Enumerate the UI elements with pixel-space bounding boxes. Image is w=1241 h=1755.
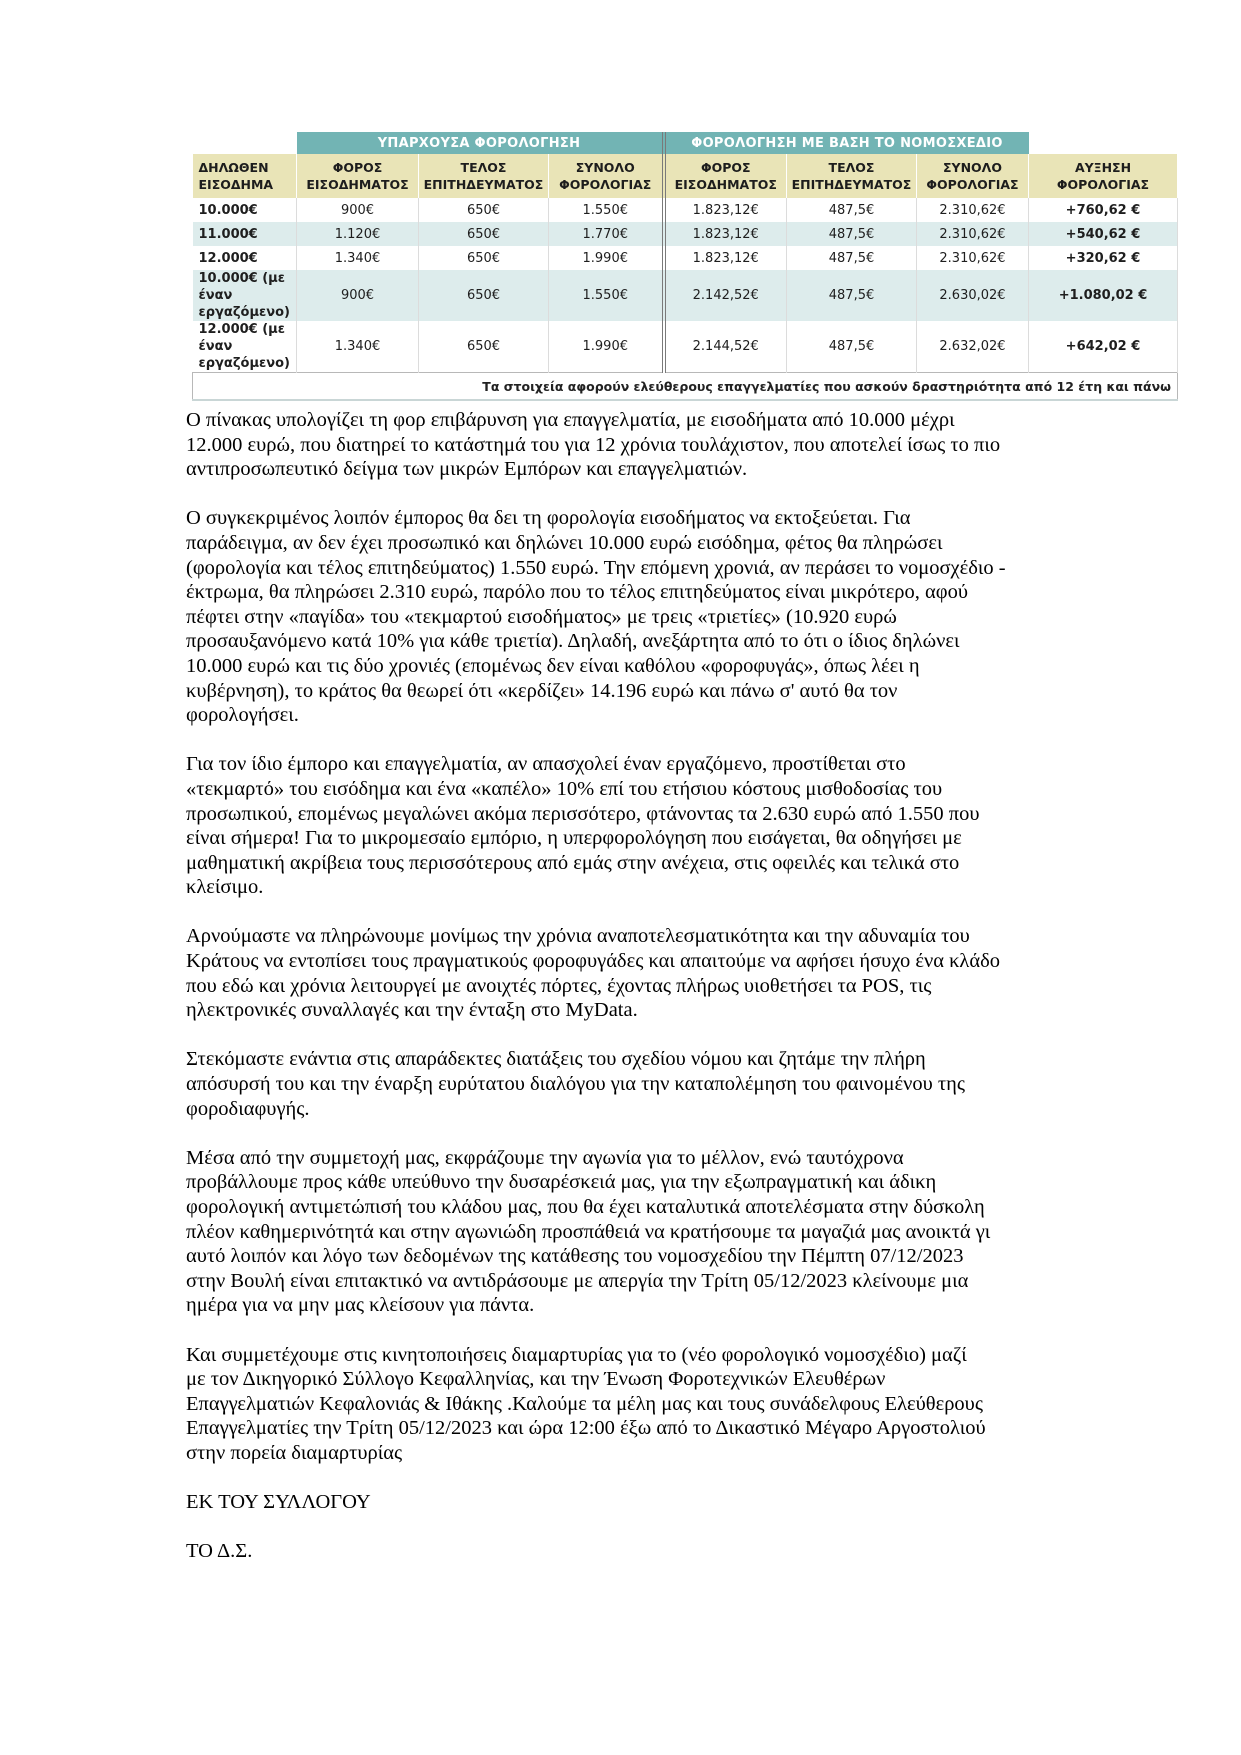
paragraph-line: Επαγγελματίες την Τρίτη 05/12/2023 και ώρα 12:00 έξω από το Δικαστικό Μέγαρο Αργοστολιού bbox=[186, 1417, 986, 1440]
group-header-proposed: ΦΟΡΟΛΟΓΗΣΗ ΜΕ ΒΑΣΗ ΤΟ ΝΟΜΟΣΧΕΔΙΟ bbox=[664, 132, 1029, 154]
column-header-row bbox=[193, 154, 1178, 198]
column-header bbox=[664, 154, 787, 198]
column-header-line: ΕΙΣΟΔΗΜΑΤΟΣ bbox=[674, 177, 777, 192]
paragraph-line: ηλεκτρονικές συναλλαγές και την ένταξη στο MyData. bbox=[186, 999, 638, 1022]
table-cell: 2.630,02€ bbox=[917, 270, 1029, 321]
paragraph-line: Και συμμετέχουμε στις κινητοποιήσεις διαμαρτυρίας για το (νέο φορολογικό νομοσχέδιο) μαζί bbox=[186, 1343, 967, 1366]
document-body bbox=[186, 408, 1086, 1589]
column-header-line: ΕΙΣΟΔΗΜΑ bbox=[198, 177, 274, 192]
tax-increase-cell: +642,02 € bbox=[1029, 321, 1178, 373]
group-header-existing: ΥΠΑΡΧΟΥΣΑ ΦΟΡΟΛΟΓΗΣΗ bbox=[297, 132, 664, 154]
paragraph-line: Ο συγκεκριμένος λοιπόν έμπορος θα δει τη φορολογία εισοδήματος να εκτοξεύεται. Για bbox=[186, 507, 911, 530]
row-label-line: 10.000€ bbox=[198, 202, 258, 218]
table-row bbox=[193, 222, 1178, 246]
table-cell: 1.340€ bbox=[297, 246, 419, 270]
table-cell: 650€ bbox=[419, 270, 549, 321]
tax-comparison-table bbox=[192, 132, 1178, 401]
paragraph bbox=[186, 924, 1086, 1022]
paragraph-line: (φορολογία και τέλος επιτηδεύματος) 1.550 ευρώ. Την επόμενη χρονιά, αν περάσει το νομοσχέδιο - bbox=[186, 556, 1006, 579]
table-cell: 1.120€ bbox=[297, 222, 419, 246]
paragraph-line: στην Βουλή είναι επιτακτικό να αντιδράσουμε με απεργία την Τρίτη 05/12/2023 κλείνουμε μια bbox=[186, 1269, 969, 1292]
table-cell: 1.990€ bbox=[549, 246, 664, 270]
table-row bbox=[193, 321, 1178, 373]
paragraph-line: κυβέρνηση), το κράτος θα θεωρεί ότι «κερδίζει» 14.196 ευρώ και πάνω σ' αυτό θα τον bbox=[186, 679, 898, 702]
column-header-line: ΣΥΝΟΛΟ bbox=[575, 160, 635, 175]
table-cell: 2.310,62€ bbox=[917, 198, 1029, 222]
column-header-line: ΕΠΙΤΗΔΕΥΜΑΤΟΣ bbox=[423, 177, 544, 192]
table-cell: 1.340€ bbox=[297, 321, 419, 373]
paragraph-line: Μέσα από την συμμετοχή μας, εκφράζουμε την αγωνία για το μέλλον, ενώ ταυτόχρονα bbox=[186, 1146, 904, 1169]
tax-increase-cell: +540,62 € bbox=[1029, 222, 1178, 246]
column-header-line: ΤΕΛΟΣ bbox=[828, 160, 875, 175]
paragraph-line: «τεκμαρτό» του εισόδημα και ένα «καπέλο» 10% επί του ετήσιου κόστους μισθοδοσίας του bbox=[186, 777, 943, 800]
table-cell: 1.770€ bbox=[549, 222, 664, 246]
paragraph bbox=[186, 1343, 1086, 1466]
column-header-line: ΕΙΣΟΔΗΜΑΤΟΣ bbox=[306, 177, 409, 192]
table-cell: 487,5€ bbox=[787, 198, 917, 222]
table-cell: 487,5€ bbox=[787, 222, 917, 246]
paragraph-line: πέφτει στην «παγίδα» του «τεκμαρτού εισοδήματος» με τρεις «τριετίες» (10.920 ευρώ bbox=[186, 605, 897, 628]
paragraph bbox=[186, 1047, 1086, 1121]
table-cell: 1.990€ bbox=[549, 321, 664, 373]
column-header-line: ΦΟΡΟΛΟΓΙΑΣ bbox=[926, 177, 1019, 192]
table-cell: 2.310,62€ bbox=[917, 222, 1029, 246]
table-body bbox=[193, 198, 1178, 373]
paragraph bbox=[186, 1146, 1086, 1318]
row-label-line: εργαζόμενο) bbox=[198, 356, 290, 371]
table-cell: 650€ bbox=[419, 198, 549, 222]
column-header bbox=[1029, 154, 1178, 198]
table-cell: 487,5€ bbox=[787, 270, 917, 321]
column-header-line: ΑΥΞΗΣΗ bbox=[1074, 160, 1132, 175]
column-header bbox=[193, 154, 297, 198]
table-cell: 1.550€ bbox=[549, 270, 664, 321]
paragraph-line: Ο πίνακας υπολογίζει τη φορ επιβάρυνση για επαγγελματία, με εισοδήματα από 10.000 μέχρι bbox=[186, 409, 955, 431]
table-cell: 1.823,12€ bbox=[664, 246, 787, 270]
signature-organization: ΕΚ ΤΟΥ ΣΥΛΛΟΓΟΥ bbox=[186, 1491, 371, 1514]
column-header-line: ΦΟΡΟΛΟΓΙΑΣ bbox=[559, 177, 652, 192]
paragraph-line: προβάλλουμε προς κάθε υπεύθυνο την δυσαρέσκειά μας, για την εξωπραγματική και άδικη bbox=[186, 1171, 937, 1194]
table-row bbox=[193, 198, 1178, 222]
paragraph-line: κλείσιμο. bbox=[186, 876, 264, 899]
paragraph-line: παράδειγμα, αν δεν έχει προσωπικό και δηλώνει 10.000 ευρώ εισόδημα, φέτος θα πληρώσει bbox=[186, 531, 943, 554]
paragraph-line: Αρνούμαστε να πληρώνουμε μονίμως την χρόνια αναποτελεσματικότητα και την αδυναμία του bbox=[186, 925, 970, 948]
column-header-line: ΕΠΙΤΗΔΕΥΜΑΤΟΣ bbox=[791, 177, 912, 192]
paragraph-line: Για τον ίδιο έμπορο και επαγγελματία, αν απασχολεί έναν εργαζόμενο, προστίθεται στο bbox=[186, 753, 906, 776]
paragraph-line: αντιπροσωπευτικό δείγμα των μικρών Εμπόρων και επαγγελματιών. bbox=[186, 458, 748, 481]
paragraph-line: Κράτους να εντοπίσει τους πραγματικούς φοροφυγάδες και απαιτούμε να αφήσει ήσυχο ένα κλάδο bbox=[186, 950, 1001, 973]
tax-comparison-table-figure bbox=[192, 132, 1177, 394]
paragraph-line: είναι σήμερα! Για το μικρομεσαίο εμπόριο, η υπερφορολόγηση που εισάγεται, θα οδηγήσει με bbox=[186, 827, 962, 850]
footnote-row bbox=[193, 373, 1178, 401]
row-label-line: 11.000€ bbox=[198, 226, 258, 242]
table-cell: 900€ bbox=[297, 270, 419, 321]
column-header-line: ΤΕΛΟΣ bbox=[460, 160, 507, 175]
table-cell: 487,5€ bbox=[787, 321, 917, 373]
row-label-line: 10.000€ (με έναν bbox=[198, 271, 285, 303]
paragraph bbox=[186, 408, 1086, 482]
paragraph-line: φορολογική αντιμετώπισή του κλάδου μας, που θα έχει καταλυτικά αποτελέσματα στην δύσκολη bbox=[186, 1196, 985, 1218]
row-label-line: εργαζόμενο) bbox=[198, 305, 290, 320]
row-label bbox=[193, 246, 297, 270]
tax-increase-cell: +760,62 € bbox=[1029, 198, 1178, 222]
table-row bbox=[193, 246, 1178, 270]
tax-increase-cell: +320,62 € bbox=[1029, 246, 1178, 270]
column-header-line: ΦΟΡΟΛΟΓΙΑΣ bbox=[1056, 177, 1150, 192]
column-header bbox=[787, 154, 917, 198]
row-label bbox=[193, 222, 297, 246]
table-cell: 1.550€ bbox=[549, 198, 664, 222]
table-row bbox=[193, 270, 1178, 321]
table-cell: 900€ bbox=[297, 198, 419, 222]
table-cell: 2.144,52€ bbox=[664, 321, 787, 373]
row-label bbox=[193, 270, 297, 321]
paragraph-line: 12.000 ευρώ, που διατηρεί το κατάστημά του για 12 χρόνια τουλάχιστον, που αποτελεί ίσως το πιο bbox=[186, 433, 1001, 456]
column-header-line: ΦΟΡΟΣ bbox=[700, 160, 751, 175]
paragraph-line: προσαυξανόμενο κατά 10% για κάθε τριετία). Δηλαδή, ανεξάρτητα από το ότι ο ίδιος δηλώνει bbox=[186, 630, 960, 653]
column-header-line: ΣΥΝΟΛΟ bbox=[943, 160, 1002, 175]
table-cell: 2.632,02€ bbox=[917, 321, 1029, 373]
table-cell: 487,5€ bbox=[787, 246, 917, 270]
column-header bbox=[297, 154, 419, 198]
paragraph-line: 10.000 ευρώ και τις δύο χρονιές (επομένως δεν είναι καθόλου «φοροφυγάς», όπως λέει η bbox=[186, 654, 920, 677]
row-label-line: 12.000€ (με έναν bbox=[198, 322, 285, 354]
row-label-line: 12.000€ bbox=[198, 250, 258, 266]
paragraph-line: ημέρα για να μην μας κλείσουν για πάντα. bbox=[186, 1294, 535, 1317]
table-cell: 2.310,62€ bbox=[917, 246, 1029, 270]
table-cell: 1.823,12€ bbox=[664, 198, 787, 222]
table-cell: 650€ bbox=[419, 321, 549, 373]
paragraph-line: στην πορεία διαμαρτυρίας bbox=[186, 1441, 403, 1464]
paragraph bbox=[186, 506, 1086, 727]
table-cell: 650€ bbox=[419, 222, 549, 246]
table-cell: 650€ bbox=[419, 246, 549, 270]
paragraph-line: φορολογήσει. bbox=[186, 704, 299, 727]
paragraph-line: φοροδιαφυγής. bbox=[186, 1097, 310, 1120]
column-header bbox=[549, 154, 664, 198]
paragraph bbox=[186, 752, 1086, 900]
signature-board: ΤΟ Δ.Σ. bbox=[186, 1540, 253, 1563]
paragraph-line: πλέον καθημερινότητά και στην αγωνιώδη προσπάθειά να κρατήσουμε τα μαγαζιά μας ανοικτά γι bbox=[186, 1220, 991, 1243]
column-header bbox=[917, 154, 1029, 198]
paragraph-line: Επαγγελματιών Κεφαλονιάς & Ιθάκης .Καλούμε τα μέλη μας και τους συνάδελφους Ελεύθερους bbox=[186, 1392, 983, 1415]
table-footnote: Τα στοιχεία αφορούν ελεύθερους επαγγελματίες που ασκούν δραστηριότητα από 12 έτη και πάνω bbox=[193, 373, 1178, 401]
paragraph-line: προσωπικού, επομένως μεγαλώνει ακόμα περισσότερο, φτάνοντας τα 2.630 ευρώ από 1.550 που bbox=[186, 802, 980, 825]
column-header-line: ΔΗΛΩΘΕΝ bbox=[198, 160, 269, 175]
tax-increase-cell: +1.080,02 € bbox=[1029, 270, 1178, 321]
column-header-line: ΦΟΡΟΣ bbox=[332, 160, 383, 175]
paragraph-line: αυτό λοιπόν και λόγο των δεδομένων της κατάθεσης του νομοσχεδίου την Πέμπτη 07/12/2023 bbox=[186, 1245, 964, 1268]
paragraph-line: που εδώ και χρόνια λειτουργεί με ανοιχτές πόρτες, έχοντας πλήρως υιοθετήσει τα POS, τις bbox=[186, 974, 932, 997]
paragraph-line: μαθηματική ακρίβεια τους περισσότερους από εμάς στην ανέχεια, στις οφειλές και τελικά στο bbox=[186, 851, 960, 874]
group-header-row bbox=[193, 132, 1178, 154]
row-label bbox=[193, 198, 297, 222]
column-header bbox=[419, 154, 549, 198]
table-cell: 1.823,12€ bbox=[664, 222, 787, 246]
row-label bbox=[193, 321, 297, 373]
table-cell: 2.142,52€ bbox=[664, 270, 787, 321]
paragraph-line: έκτρωμα, θα πληρώσει 2.310 ευρώ, παρόλο που το τέλος επιτηδεύματος είναι μικρότερο, αφού bbox=[186, 581, 969, 604]
paragraph-line: Στεκόμαστε ενάντια στις απαράδεκτες διατάξεις του σχεδίου νόμου και ζητάμε την πλήρη bbox=[186, 1048, 926, 1071]
paragraph-line: απόσυρσή του και την έναρξη ευρύτατου διαλόγου για την καταπολέμηση του φαινομένου της bbox=[186, 1073, 965, 1096]
paragraph-line: με τον Δικηγορικό Σύλλογο Κεφαλληνίας, και την Ένωση Φοροτεχνικών Ελευθέρων bbox=[186, 1368, 886, 1391]
